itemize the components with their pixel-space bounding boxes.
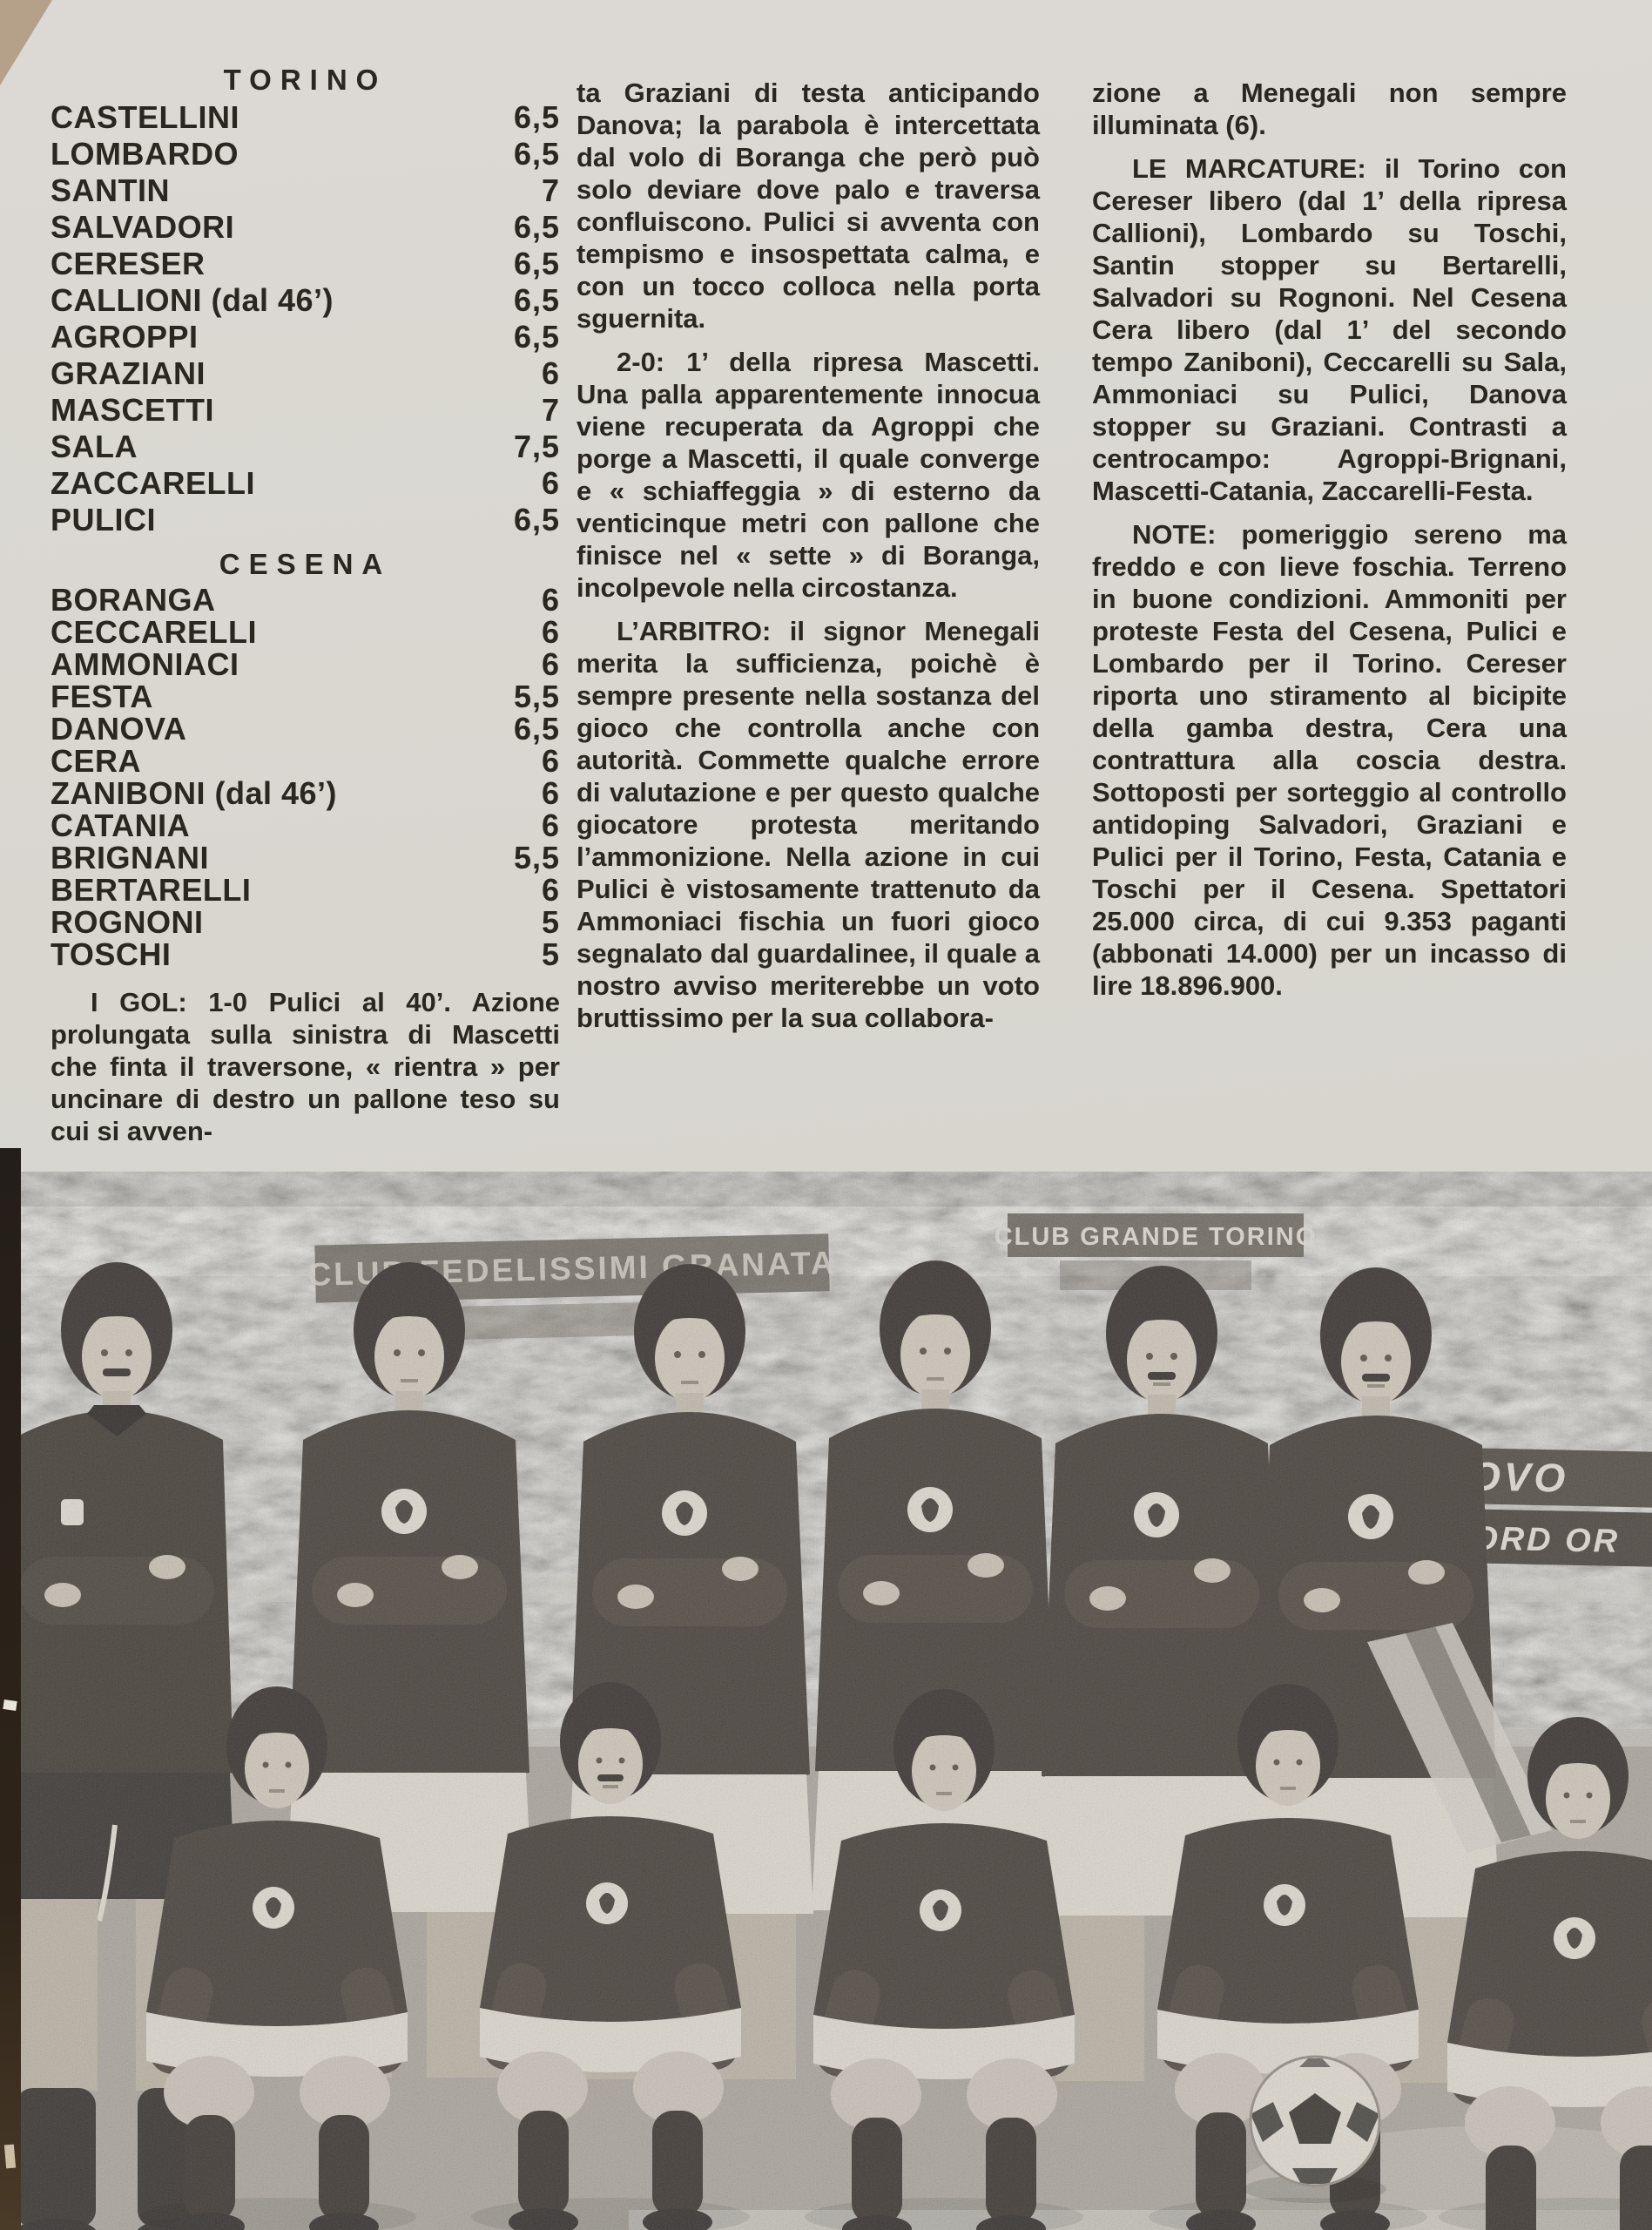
player-rating: 6,5 <box>513 209 560 245</box>
roster-row <box>51 616 560 648</box>
player-name: ZANIBONI (dal 46’) <box>51 775 338 811</box>
player-rating: 6,5 <box>513 282 560 318</box>
player-rating: 6 <box>541 465 560 501</box>
player-rating: 6,5 <box>513 99 560 135</box>
column-ratings <box>51 61 560 1159</box>
player-name: MASCETTI <box>51 392 214 428</box>
roster-row <box>51 172 560 209</box>
torino-roster-title: TORINO <box>223 64 388 96</box>
player-rating: 5 <box>541 904 560 940</box>
roster-row <box>51 648 560 680</box>
player-rating: 6 <box>541 775 560 811</box>
player-name: PULICI <box>51 502 157 537</box>
roster-row <box>51 874 560 906</box>
roster-row <box>51 136 560 172</box>
player-name: BORANGA <box>51 582 216 618</box>
team-photo-illustration <box>19 1172 1652 2230</box>
player-name: SALVADORI <box>51 209 235 245</box>
roster-row <box>51 713 560 745</box>
player-rating: 6,5 <box>513 711 560 747</box>
player-rating: 6 <box>541 646 560 682</box>
roster-row <box>51 745 560 777</box>
roster-row <box>51 355 560 392</box>
player-rating: 6 <box>541 872 560 908</box>
page-edge-shadow <box>0 1148 21 2230</box>
player-name: CERESER <box>51 246 206 281</box>
player-rating: 6,5 <box>513 136 560 172</box>
paper-fleck <box>4 2145 16 2169</box>
player-rating: 6 <box>541 808 560 843</box>
player-rating: 6,5 <box>513 502 560 537</box>
player-name: ROGNONI <box>51 904 204 940</box>
article-paragraph: L’ARBITRO: il signor Menegali merita la sufficienza, poichè è sempre presente nella sostanza del gioco che controlla anche con autorità. Commette qualche errore di valutazione e per questo qualche giocatore protesta meritando l’ammonizione. Nella azione in cui Pulici è vistosamente trattenuto da Ammoniaci fischia un fuori gioco segnalato dal guardalinee, il quale a nostro avviso meriterebbe un voto bruttissimo per la sua collabora- <box>577 616 1040 1033</box>
team-photo <box>19 1172 1652 2230</box>
player-rating: 6 <box>541 614 560 650</box>
torino-roster <box>51 99 560 538</box>
roster-row <box>51 465 560 502</box>
player-name: DANOVA <box>51 711 187 747</box>
player-rating: 7,5 <box>513 429 560 464</box>
player-rating: 6 <box>541 582 560 618</box>
roster-row <box>51 99 560 136</box>
player-name: CASTELLINI <box>51 99 239 135</box>
player-rating: 6 <box>541 355 560 391</box>
article-paragraph: ta Graziani di testa anticipando Danova; la parabola è intercettata dal volo di Boranga che però può solo deviare dove palo e traversa confluiscono. Pulici si avventa con tempismo e insospettata calma, e con un tocco colloca nella porta sguernita. <box>577 78 1040 334</box>
cesena-roster <box>51 584 560 970</box>
article-paragraph-gol: I GOL: 1-0 Pulici al 40’. Azione prolungata sulla sinistra di Mascetti che finta il traversone, « rientra » per uncinare di destro un pallone teso su cui si avven- <box>51 987 560 1146</box>
player-rating: 7 <box>541 172 560 208</box>
cesena-roster-title: CESENA <box>219 548 392 580</box>
player-rating: 5,5 <box>513 679 560 714</box>
roster-row <box>51 938 560 970</box>
player-name: SANTIN <box>51 172 170 208</box>
player-rating: 6 <box>541 743 560 779</box>
roster-row <box>51 809 560 841</box>
roster-row <box>51 282 560 319</box>
roster-row <box>51 429 560 465</box>
player-rating: 5 <box>541 936 560 972</box>
roster-row <box>51 906 560 938</box>
player-name: CERA <box>51 743 142 779</box>
roster-row <box>51 777 560 809</box>
player-name: CECCARELLI <box>51 614 257 650</box>
player-name: BRIGNANI <box>51 840 209 875</box>
roster-row <box>51 584 560 616</box>
player-name: BERTARELLI <box>51 872 252 908</box>
player-rating: 7 <box>541 392 560 428</box>
roster-row <box>51 680 560 713</box>
player-name: AMMONIACI <box>51 646 239 682</box>
player-name: GRAZIANI <box>51 355 206 391</box>
player-name: CALLIONI (dal 46’) <box>51 282 334 318</box>
roster-row <box>51 209 560 246</box>
player-name: ZACCARELLI <box>51 465 255 501</box>
page-corner-curl <box>0 0 52 85</box>
roster-row <box>51 841 560 874</box>
article-paragraph: zione a Menegali non sempre illuminata (6). <box>1092 78 1567 140</box>
player-name: CATANIA <box>51 808 191 843</box>
player-name: FESTA <box>51 679 153 714</box>
roster-row <box>51 392 560 429</box>
column-middle <box>577 77 1040 1045</box>
player-name: LOMBARDO <box>51 136 239 172</box>
roster-row <box>51 246 560 282</box>
roster-row <box>51 319 560 355</box>
player-name: TOSCHI <box>51 936 172 972</box>
article-paragraph: 2-0: 1’ della ripresa Mascetti. Una palla apparentemente innocua viene recuperata da Agroppi che porge a Mascetti, il quale converge e « schiaffeggia » di esterno da venticinque metri con pallone che finisce nel « sette » di Boranga, incolpevole nella circostanza. <box>577 347 1040 603</box>
article-paragraph: NOTE: pomeriggio sereno ma freddo e con lieve foschia. Terreno in buone condizioni. Ammoniti per proteste Festa del Cesena, Pulici e Lombardo per il Torino. Cereser riporta uno stiramento al bicipite della gamba destra, Cera una contrattura alla coscia destra. Sottoposti per sorteggio al controllo antidoping Salvadori, Graziani e Pulici per il Torino, Festa, Catania e Toschi per il Cesena. Spettatori 25.000 circa, di cui 9.353 paganti (abbonati 14.000) per un incasso di lire 18.896.900. <box>1092 519 1567 1001</box>
player-rating: 5,5 <box>513 840 560 875</box>
photo-grain <box>19 1172 1652 2230</box>
roster-row <box>51 502 560 538</box>
article-paragraph: LE MARCATURE: il Torino con Cereser libero (dal 1’ della ripresa Callioni), Lombardo su Toschi, Santin stopper su Bertarelli, Salvadori su Rognoni. Nel Cesena Cera libero (dal 1’ del secondo tempo Zaniboni), Ceccarelli su Sala, Ammoniaci su Pulici, Danova stopper su Graziani. Contrasti a centrocampo: Agroppi-Brignani, Mascetti-Catania, Zaccarelli-Festa. <box>1092 153 1567 506</box>
player-name: AGROPPI <box>51 319 199 355</box>
paper-fleck <box>3 1700 17 1711</box>
player-rating: 6,5 <box>513 246 560 281</box>
player-name: SALA <box>51 429 138 464</box>
player-rating: 6,5 <box>513 319 560 355</box>
column-right <box>1092 77 1567 1013</box>
